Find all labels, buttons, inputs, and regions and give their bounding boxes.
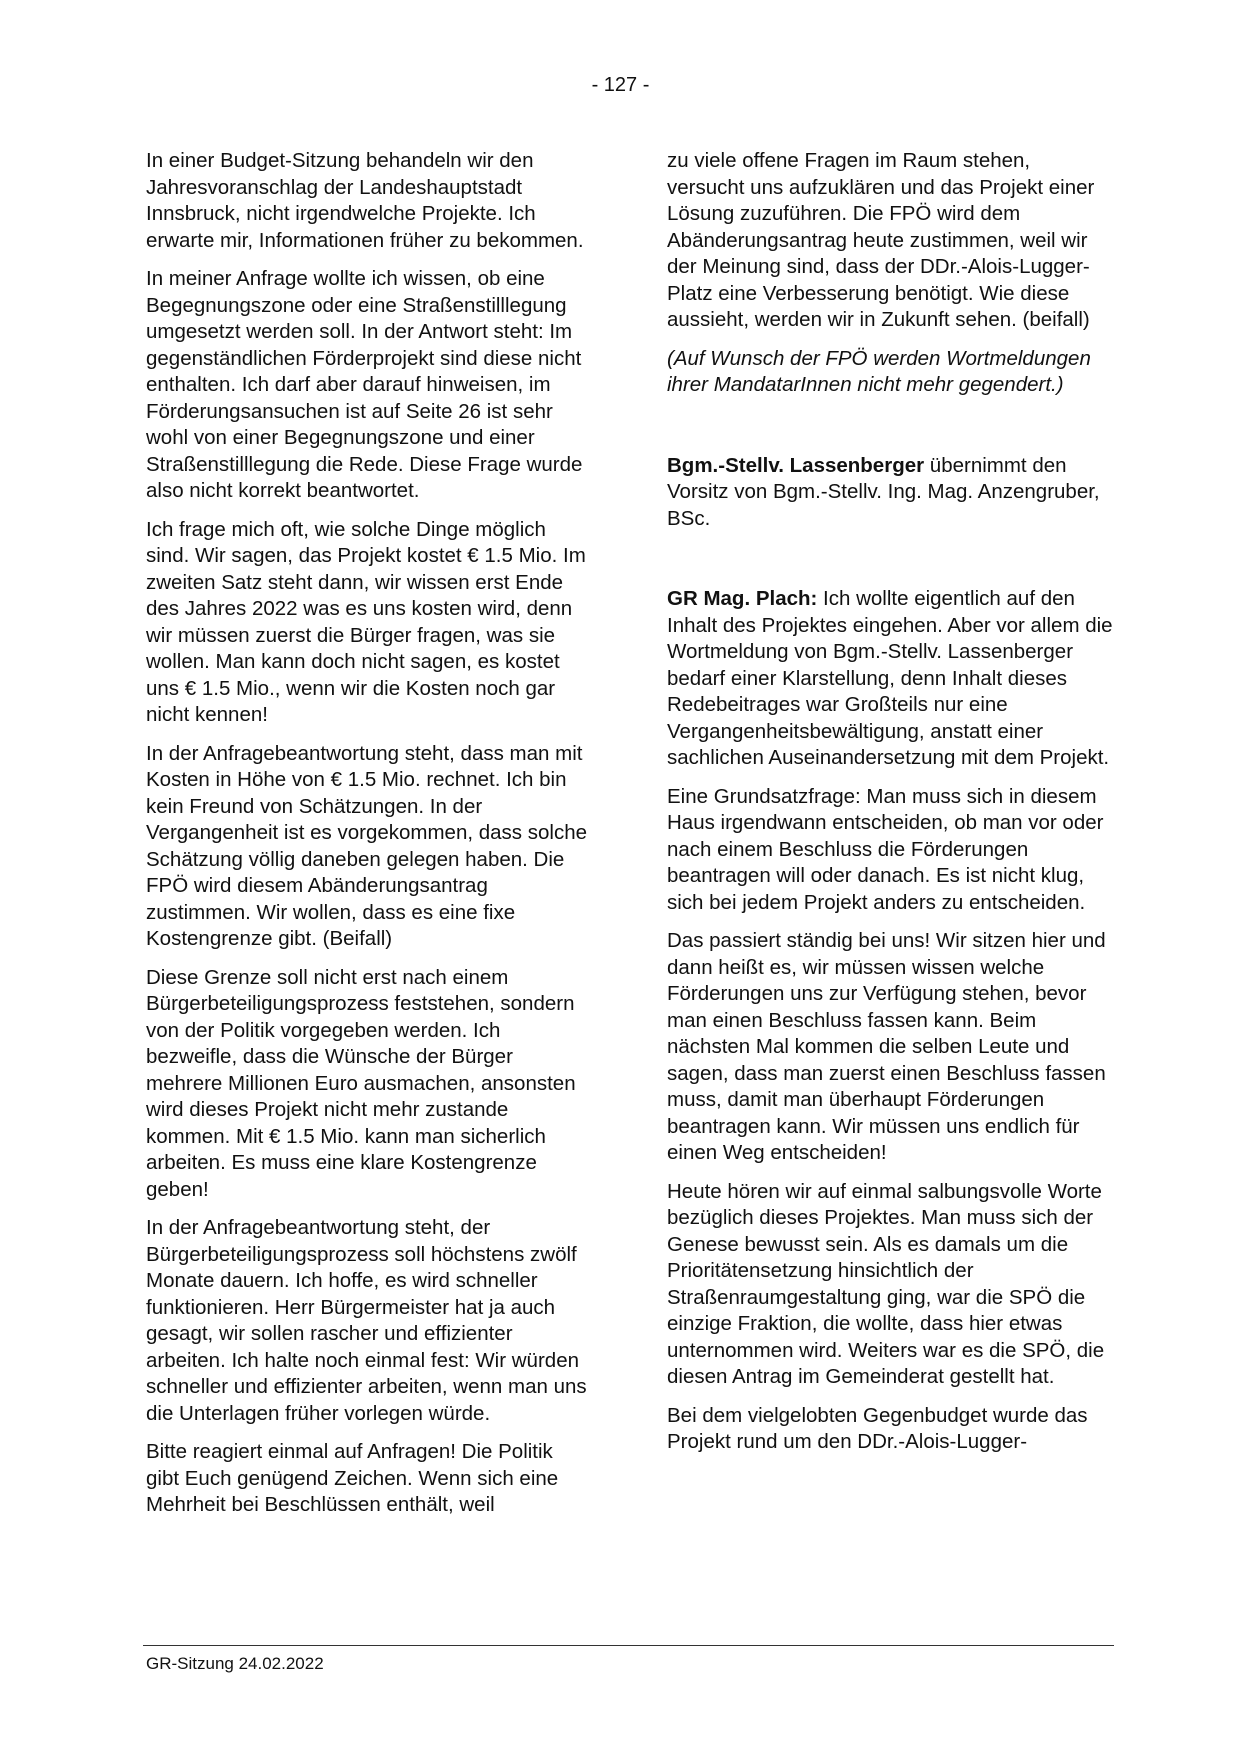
chair-speaker-name: Bgm.-Stellv. Lassenberger bbox=[667, 453, 925, 477]
page-number: - 127 - bbox=[591, 74, 650, 96]
paragraph: Eine Grundsatzfrage: Man muss sich in diesem Haus irgendwann entscheiden, ob man vor oder nach einem Beschluss die Förderungen beantragen will oder danach. Es ist nicht klug, sich bei jedem Projekt anders zu entscheiden. bbox=[667, 784, 1104, 914]
paragraph: Heute hören wir auf einmal salbungsvolle Worte bezüglich dieses Projektes. Man muss sich der Genese bewusst sein. Als es damals um die Prioritätensetzung hinsichtlich der Straßenraumgestaltung ging, war die SPÖ die einzige Fraktion, die wollte, dass hier etwas unternommen wird. Weiters war es die SPÖ, die diesen Antrag im Gemeinderat gestellt hat. bbox=[667, 1179, 1105, 1388]
right-column bbox=[667, 148, 1113, 1468]
paragraph: zu viele offene Fragen im Raum stehen, versucht uns aufzuklären und das Projekt einer Lösung zuzuführen. Die FPÖ wird dem Abänderungsantrag heute zustimmen, weil wir der Meinung sind, dass der DDr.-Alois-Lugger-Platz eine Verbesserung benötigt. Wie diese aussieht, werden wir in Zukunft sehen. (beifall) bbox=[667, 149, 1095, 331]
paragraph: Das passiert ständig bei uns! Wir sitzen hier und dann heißt es, wir müssen wissen welche Förderungen uns zur Verfügung stehen, bevor man einen Beschluss fassen kann. Beim nächsten Mal kommen die selben Leute und sagen, dass man zuerst einen Beschluss fassen muss, damit man überhaupt Förderungen beantragen kann. Wir müssen uns endlich für einen Weg entscheiden! bbox=[667, 929, 1106, 1164]
chair-change-text: übernimmt den Vorsitz von Bgm.-Stellv. Ing. Mag. Anzengruber, BSc. bbox=[667, 453, 1100, 530]
speaker-name: GR Mag. Plach: bbox=[667, 587, 818, 610]
chair-change-paragraph bbox=[667, 453, 1113, 533]
paragraph: Diese Grenze soll nicht erst nach einem Bürgerbeteiligungsprozess feststehen, sondern von der Politik vorgegeben werden. Ich bezweifle, dass die Wünsche der Bürger mehrere Millionen Euro ausmachen, ansonsten wird dieses Projekt nicht mehr zustande kommen. Mit € 1.5 Mio. kann man sicherlich arbeiten. Es muss eine klare Kostengrenze geben! bbox=[146, 965, 576, 1201]
paragraph: Bitte reagiert einmal auf Anfragen! Die Politik gibt Euch genügend Zeichen. Wenn sich eine Mehrheit bei Beschlüssen enthält, weil bbox=[146, 1440, 559, 1516]
speaker-text: Ich wollte eigentlich auf den Inhalt des Projektes eingehen. Aber vor allem die Wortmeldung von Bgm.-Stellv. Lassenberger bedarf einer Klarstellung, denn Inhalt dieses Redebeitrages war Großteils nur eine Vergangenheitsbewältigung, anstatt einer sachlichen Auseinandersetzung mit dem Projekt. bbox=[667, 587, 1113, 769]
paragraph: In einer Budget-Sitzung behandeln wir den Jahresvoranschlag der Landeshauptstadt Innsbruck, nicht irgendwelche Projekte. Ich erwarte mir, Informationen früher zu bekommen. bbox=[146, 149, 584, 252]
editorial-note: (Auf Wunsch der FPÖ werden Wortmeldungen ihrer MandatarInnen nicht mehr gegendert.) bbox=[667, 346, 1091, 396]
footer-session-date: GR-Sitzung 24.02.2022 bbox=[146, 1654, 324, 1673]
footer-divider bbox=[143, 1645, 1114, 1646]
paragraph: In der Anfragebeantwortung steht, dass man mit Kosten in Höhe von € 1.5 Mio. rechnet. Ich bin kein Freund von Schätzungen. In der Vergangenheit ist es vorgekommen, dass solche Schätzung völlig daneben gelegen haben. Die FPÖ wird diesem Abänderungsantrag zustimmen. Wir wollen, dass es eine fixe Kostengrenze gibt. (Beifall) bbox=[146, 741, 588, 950]
speaker-paragraph bbox=[667, 586, 1113, 772]
paragraph: Ich frage mich oft, wie solche Dinge möglich sind. Wir sagen, das Projekt kostet € 1.5 Mio. Im zweiten Satz steht dann, wir wissen erst Ende des Jahres 2022 was es uns kosten wird, denn wir müssen zuerst die Bürger fragen, was sie wollen. Man kann doch nicht sagen, es kostet uns € 1.5 Mio., wenn wir die Kosten noch gar nicht kennen! bbox=[146, 517, 586, 726]
paragraph: In der Anfragebeantwortung steht, der Bürgerbeteiligungsprozess soll höchstens zwölf Monate dauern. Ich hoffe, es wird schneller funktionieren. Herr Bürgermeister hat ja auch gesagt, wir sollen rascher und effizienter arbeiten. Ich halte noch einmal fest: Wir würden schneller und effizienter arbeiten, wenn man uns die Unterlagen früher vorlegen würde. bbox=[146, 1216, 587, 1425]
paragraph: Bei dem vielgelobten Gegenbudget wurde das Projekt rund um den DDr.-Alois-Lugger- bbox=[667, 1403, 1088, 1453]
left-column bbox=[146, 148, 591, 1531]
paragraph: In meiner Anfrage wollte ich wissen, ob eine Begegnungszone oder eine Straßenstilllegung umgesetzt werden soll. In der Antwort steht: Im gegenständlichen Förderprojekt sind diese nicht enthalten. Ich darf aber darauf hinweisen, im Förderungsansuchen ist auf Seite 26 ist sehr wohl von einer Begegnungszone und einer Straßenstilllegung die Rede. Diese Frage wurde also nicht korrekt beantwortet. bbox=[146, 267, 583, 502]
